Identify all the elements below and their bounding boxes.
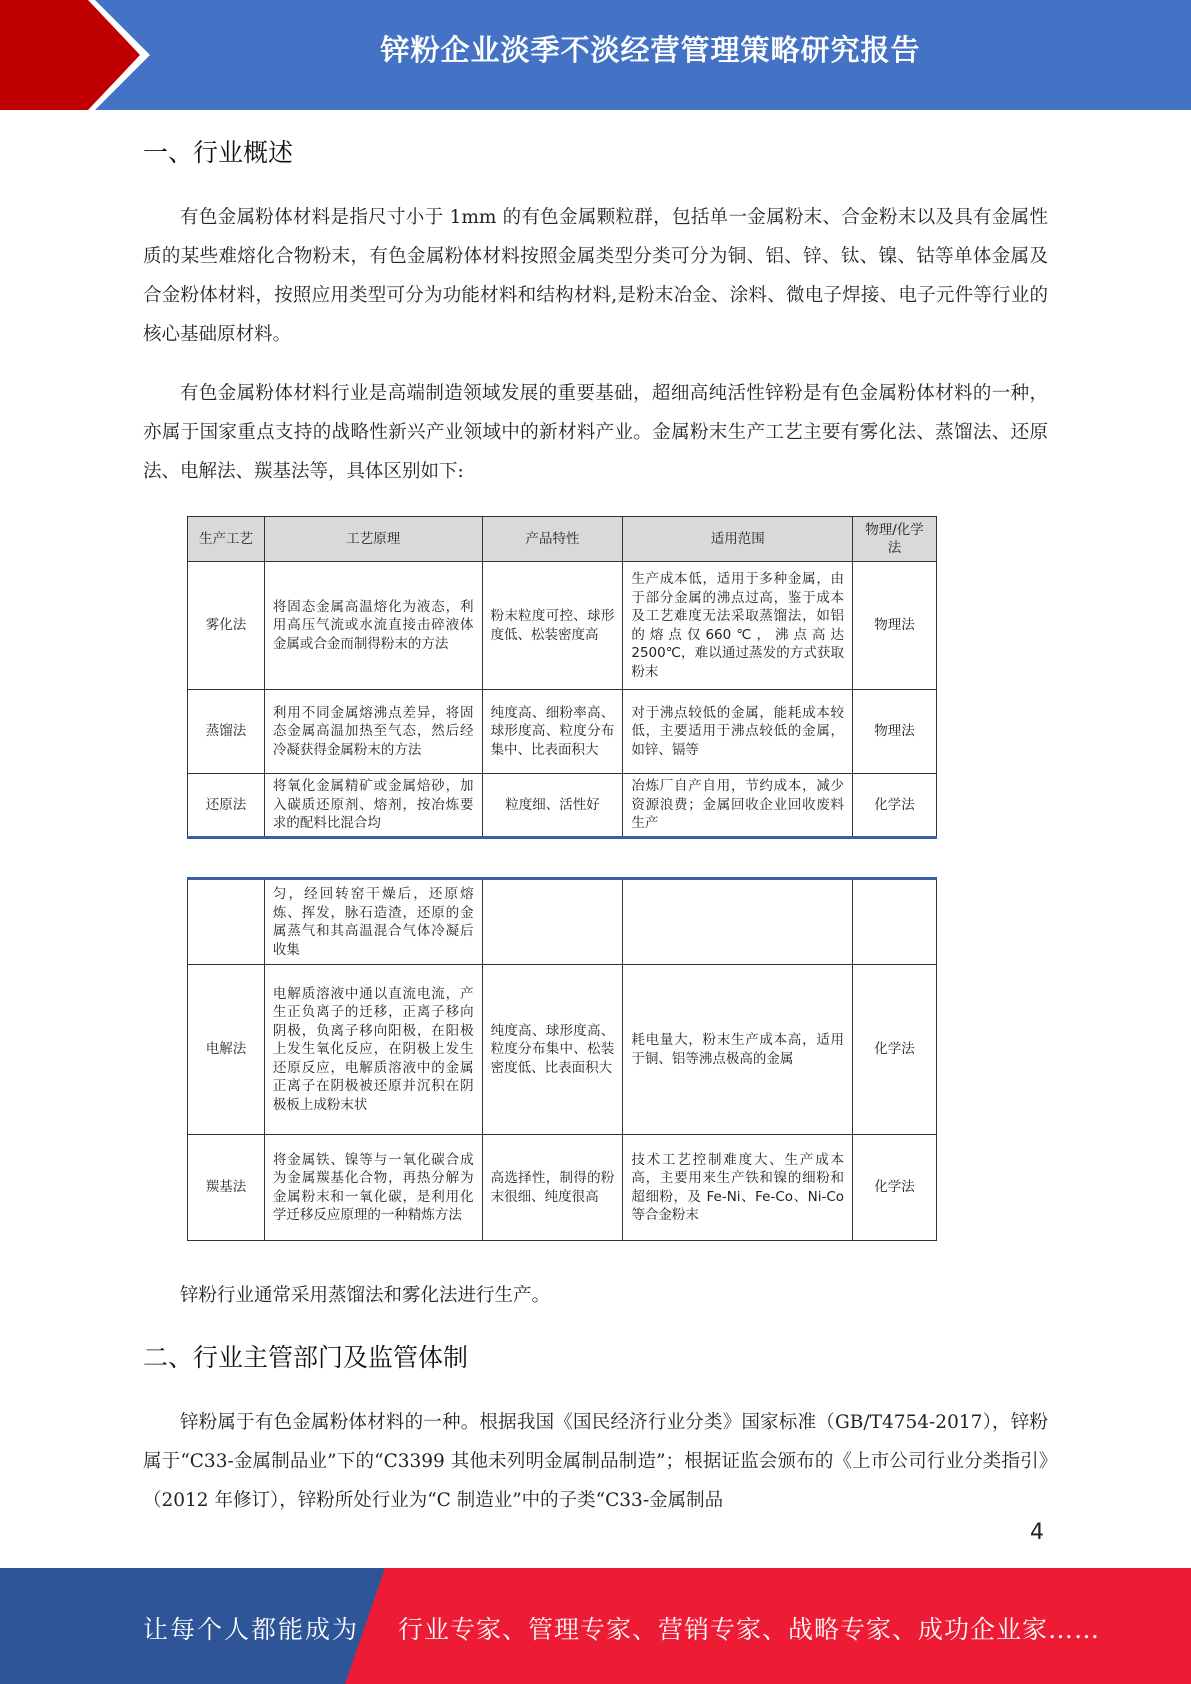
table-cell: 耗电量大，粉末生产成本高，适用于铜、铝等沸点极高的金属 — [623, 965, 853, 1135]
paragraph-overview-2: 有色金属粉体材料行业是高端制造领域发展的重要基础，超细高纯活性锌粉是有色金属粉体材料的一种，亦属于国家重点支持的战略性新兴产业领域中的新材料产业。金属粉末生产工艺主要有雾化法、蒸馏法、还原法、电解法、羰基法等，具体区别如下: — [143, 383, 1048, 482]
table-row — [188, 562, 937, 690]
table-cell: 匀，经回转窑干燥后，还原熔炼、挥发，脉石造渣，还原的金属蒸气和其高温混合气体冷凝后收集 — [264, 879, 482, 965]
table-cell: 电解质溶液中通以直流电流，产生正负离子的迁移，正离子移向阴极，负离子移向阳极，在阳极上发生氧化反应，在阴极上发生还原反应，电解质溶液中的金属正离子在阴极被还原并沉积在阴极板上成粉末状 — [264, 965, 482, 1135]
process-comparison-table-part2 — [187, 877, 937, 1241]
table-cell: 化学法 — [853, 965, 937, 1135]
footer-slogan-left: 让每个人都能成为 — [143, 1615, 360, 1644]
table-row — [188, 965, 937, 1135]
table-cell — [623, 879, 853, 965]
table-cell: 利用不同金属熔沸点差异，将固态金属高温加热至气态，然后经冷凝获得金属粉末的方法 — [264, 690, 482, 774]
table-row — [188, 879, 937, 965]
table-cell: 化学法 — [853, 1135, 937, 1241]
section-heading-regulation: 二、行业主管部门及监管体制 — [143, 1343, 469, 1372]
table-cell: 冶炼厂自产自用，节约成本，减少资源浪费；金属回收企业回收废料生产 — [623, 774, 853, 838]
table-cell — [853, 879, 937, 965]
table-cell: 羰基法 — [188, 1135, 265, 1241]
paragraph-production-methods: 锌粉行业通常采用蒸馏法和雾化法进行生产。 — [180, 1285, 551, 1306]
footer-slogan-right: 行业专家、管理专家、营销专家、战略专家、成功企业家…… — [398, 1615, 1101, 1644]
table-row — [188, 690, 937, 774]
table-cell: 粉末粒度可控、球形度低、松装密度高 — [482, 562, 623, 690]
table-cell: 物理法 — [853, 562, 937, 690]
table-row — [188, 1135, 937, 1241]
table-cell: 物理法 — [853, 690, 937, 774]
table-cell: 电解法 — [188, 965, 265, 1135]
paragraph-overview-1: 有色金属粉体材料是指尺寸小于 1mm 的有色金属颗粒群，包括单一金属粉末、合金粉末以及具有金属性质的某些难熔化合物粉末，有色金属粉体材料按照金属类型分类可分为铜、铝、锌、钛、镍、钴等单体金属及合金粉体材料，按照应用类型可分为功能材料和结构材料,是粉末冶金、涂料、微电子焊接、电子元件等行业的核心基础原材料。 — [143, 207, 1048, 345]
table-cell: 纯度高、球形度高、粒度分布集中、松装密度低、比表面积大 — [482, 965, 623, 1135]
table-cell: 化学法 — [853, 774, 937, 838]
table-cell: 蒸馏法 — [188, 690, 265, 774]
table-header-cell: 产品特性 — [482, 517, 623, 562]
table-cell: 粒度细、活性好 — [482, 774, 623, 838]
table-cell: 纯度高、细粉率高、球形度高、粒度分布集中、比表面积大 — [482, 690, 623, 774]
table-header-row — [188, 517, 937, 562]
table-header-cell: 适用范围 — [623, 517, 853, 562]
page-number: 4 — [1030, 1520, 1044, 1545]
table-cell: 将氧化金属精矿或金属焙砂，加入碳质还原剂、熔剂，按冶炼要求的配料比混合均 — [264, 774, 482, 838]
section-heading-overview: 一、行业概述 — [143, 138, 294, 167]
report-title: 锌粉企业淡季不淡经营管理策略研究报告 — [380, 33, 921, 67]
page-footer — [0, 1568, 1191, 1684]
table-cell: 对于沸点较低的金属，能耗成本较低，主要适用于沸点较低的金属，如锌、镉等 — [623, 690, 853, 774]
table-header-cell: 工艺原理 — [264, 517, 482, 562]
table-cell: 将金属铁、镍等与一氧化碳合成为金属羰基化合物，再热分解为金属粉末和一氧化碳，是利用化学迁移反应原理的一种精炼方法 — [264, 1135, 482, 1241]
table-cell: 还原法 — [188, 774, 265, 838]
table-row — [188, 774, 937, 838]
table-cell: 技术工艺控制难度大、生产成本高，主要用来生产铁和镍的细粉和超细粉，及 Fe-Ni、Fe-Co、Ni-Co 等合金粉末 — [623, 1135, 853, 1241]
process-comparison-table-part1 — [187, 516, 937, 839]
table-cell: 生产成本低，适用于多种金属，由于部分金属的沸点过高，鉴于成本及工艺难度无法采取蒸馏法，如铝的熔点仅660℃，沸点高达 2500℃，难以通过蒸发的方式获取粉末 — [623, 562, 853, 690]
table-cell — [188, 879, 265, 965]
paragraph-regulation-1: 锌粉属于有色金属粉体材料的一种。根据我国《国民经济行业分类》国家标准（GB/T4754-2017），锌粉属于“C33-金属制品业”下的“C3399 其他未列明金属制品制造”；根据证监会颁布的《上市公司行业分类指引》（2012 年修订），锌粉所处行业为“C 制造业”中的子类“C33-金属制品 — [143, 1412, 1048, 1511]
page-header — [0, 0, 1191, 110]
table-cell: 将固态金属高温熔化为液态，利用高压气流或水流直接击碎液体金属或合金而制得粉末的方法 — [264, 562, 482, 690]
table-cell — [482, 879, 623, 965]
table-cell: 雾化法 — [188, 562, 265, 690]
table-cell: 高选择性，制得的粉末很细、纯度很高 — [482, 1135, 623, 1241]
table-header-cell: 生产工艺 — [188, 517, 265, 562]
table-header-cell: 物理/化学法 — [853, 517, 937, 562]
